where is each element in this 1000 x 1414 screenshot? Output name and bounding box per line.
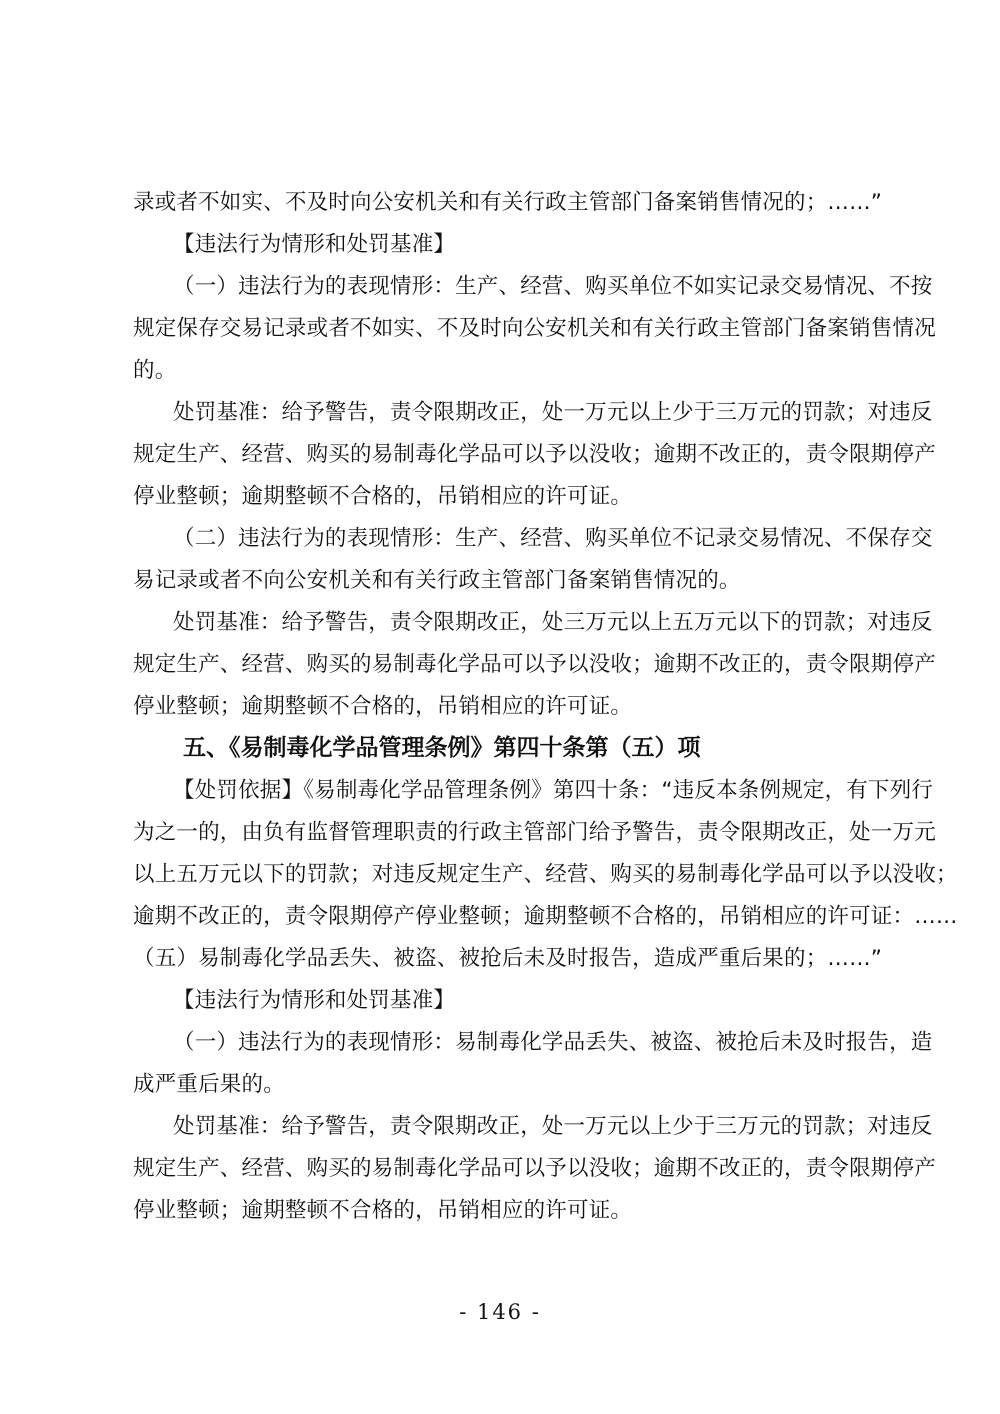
text-line: 的。	[133, 358, 177, 383]
text-line: 易记录或者不向公安机关和有关行政主管部门备案销售情况的。	[133, 568, 741, 593]
section-heading: 五、《易制毒化学品管理条例》第四十条第（五）项	[183, 734, 701, 761]
text-line: （一）违法行为的表现情形：生产、经营、购买单位不如实记录交易情况、不按	[173, 274, 933, 299]
text-line: 为之一的，由负有监督管理职责的行政主管部门给予警告，责令限期改正，处一万元	[133, 820, 936, 845]
text-line: 成严重后果的。	[133, 1072, 285, 1097]
text-line: 处罚基准：给予警告，责令限期改正，处三万元以上五万元以下的罚款；对违反	[173, 610, 933, 635]
text-line: 规定保存交易记录或者不如实、不及时向公安机关和有关行政主管部门备案销售情况	[133, 316, 936, 341]
text-line: 规定生产、经营、购买的易制毒化学品可以予以没收；逾期不改正的，责令限期停产	[133, 652, 936, 677]
text-line: 规定生产、经营、购买的易制毒化学品可以予以没收；逾期不改正的，责令限期停产	[133, 1156, 936, 1181]
text-line: 逾期不改正的，责令限期停产停业整顿；逾期整顿不合格的，吊销相应的许可证：……	[133, 904, 958, 929]
text-line: 以上五万元以下的罚款；对违反规定生产、经营、购买的易制毒化学品可以予以没收；	[133, 862, 958, 887]
text-line: 录或者不如实、不及时向公安机关和有关行政主管部门备案销售情况的；……”	[133, 190, 883, 215]
text-line: （一）违法行为的表现情形：易制毒化学品丢失、被盗、被抢后未及时报告，造	[173, 1030, 933, 1055]
text-line: 规定生产、经营、购买的易制毒化学品可以予以没收；逾期不改正的，责令限期停产	[133, 442, 936, 467]
text-line: （五）易制毒化学品丢失、被盗、被抢后未及时报告，造成严重后果的；……”	[133, 946, 883, 971]
section-label: 【违法行为情形和处罚基准】	[173, 988, 456, 1013]
text-line: 停业整顿；逾期整顿不合格的，吊销相应的许可证。	[133, 1198, 633, 1223]
text-line: （二）违法行为的表现情形：生产、经营、购买单位不记录交易情况、不保存交	[173, 526, 933, 551]
text-line: 处罚基准：给予警告，责令限期改正，处一万元以上少于三万元的罚款；对违反	[173, 400, 933, 425]
page-number: - 146 -	[459, 1300, 541, 1324]
section-label: 【违法行为情形和处罚基准】	[173, 232, 456, 257]
text-line: 停业整顿；逾期整顿不合格的，吊销相应的许可证。	[133, 694, 633, 719]
text-line: 停业整顿；逾期整顿不合格的，吊销相应的许可证。	[133, 484, 633, 509]
text-line: 处罚基准：给予警告，责令限期改正，处一万元以上少于三万元的罚款；对违反	[173, 1114, 933, 1139]
text-line: 【处罚依据】《易制毒化学品管理条例》第四十条：“违反本条例规定，有下列行	[173, 778, 934, 803]
